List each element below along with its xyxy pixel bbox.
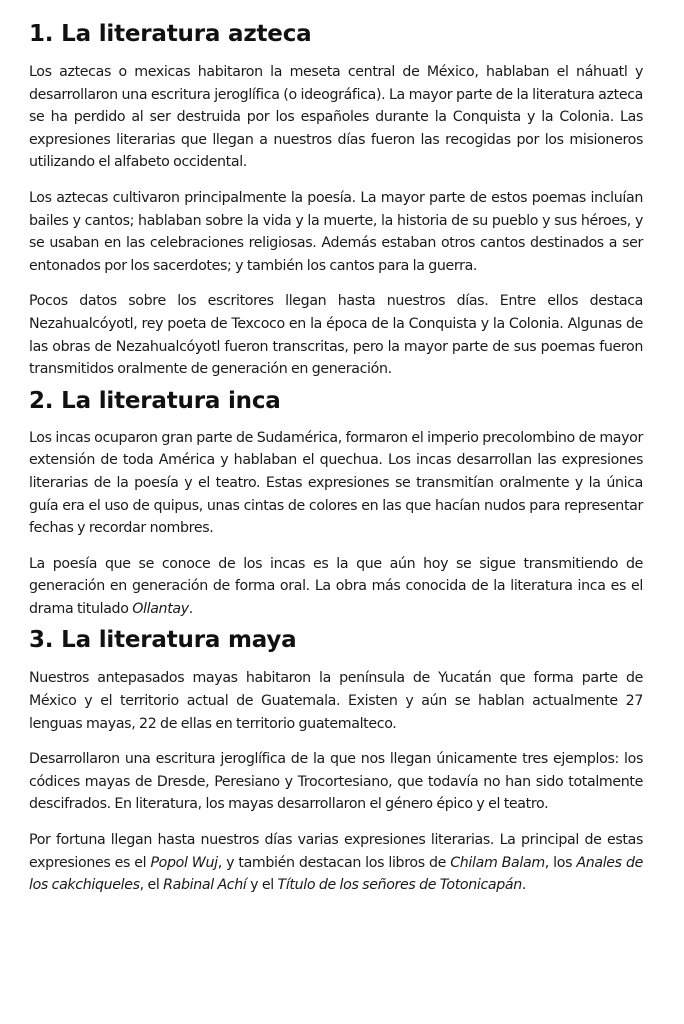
paragraph: Nuestros antepasados mayas habitaron la península de Yucatán que forma parte de México y el territorio actual de Guatemala. Existen y aún se hablan actualmente 27 lenguas mayas, 22 de ellas en territorio guatemalteco. [29, 670, 643, 732]
work-title-titulo-totonicapan: Título de los señores de Totonicapán [277, 877, 522, 894]
paragraph-text: , el [139, 877, 164, 894]
paragraph [29, 553, 643, 621]
section-heading: 1. La literatura azteca [29, 21, 312, 47]
section-maya-literature [29, 624, 643, 896]
work-title-popol-wuj: Popol Wuj [150, 854, 218, 871]
paragraph-text: y el [246, 877, 278, 894]
paragraph-text: . [188, 600, 193, 617]
section-inca-literature [29, 385, 643, 621]
paragraph-text: . [521, 877, 527, 894]
paragraph-text: La poesía que se conoce de los incas es la que aún hoy se sigue transmitiendo de generación en generación de forma oral. La obra más conocida de la literatura inca es el drama titulado [29, 555, 643, 617]
paragraph: Los aztecas o mexicas habitaron la meseta central de México, hablaban el náhuatl y desarrollaron una escritura jeroglífica (o ideográfica). La mayor parte de la literatura azteca se ha perdido al ser destruida por los españoles durante la Conquista y la Colonia. Las expresiones literarias que llegan a nuestros días fueron las recogidas por los misioneros utilizando el alfabeto occidental. [29, 64, 643, 171]
paragraph: Pocos datos sobre los escritores llegan hasta nuestros días. Entre ellos destaca Nezahualcóyotl, rey poeta de Texcoco en la época de la Conquista y la Colonia. Algunas de las obras de Nezahualcóyotl fueron transcritas, pero la mayor parte de sus poemas fueron transmitidos oralmente de generación en generación. [29, 293, 643, 378]
section-heading: 3. La literatura maya [29, 627, 297, 654]
work-title-anales: Anales de los cakchiqueles [29, 854, 643, 894]
paragraph: Los aztecas cultivaron principalmente la poesía. La mayor parte de estos poemas incluían bailes y cantos; hablaban sobre la vida y la muerte, la historia de su pueblo y sus héroes, y se usaban en las celebraciones religiosas. Además estaban otros cantos destinados a ser entonados por los sacerdotes; y también los cantos para la guerra. [29, 189, 643, 274]
work-title-chilam-balam: Chilam Balam [450, 854, 545, 871]
paragraph-text: , y también destacan los libros de [217, 854, 451, 871]
paragraph-text: Por fortuna llegan hasta nuestros días varias expresiones literarias. La principal de estas expresiones es el [29, 832, 643, 871]
paragraph: Desarrollaron una escritura jeroglífica de la que nos llegan únicamente tres ejemplos: los códices mayas de Dresde, Peresiano y Trocortesiano, que todavía no han sido totalmente descifrados. En literatura, los mayas desarrollaron el género épico y el teatro. [29, 751, 643, 813]
document-page [29, 18, 643, 897]
paragraph [29, 829, 643, 897]
work-title-rabinal-achi: Rabinal Achí [163, 877, 247, 894]
paragraph-text: , los [544, 854, 577, 871]
work-title-ollantay: Ollantay [132, 600, 189, 617]
section-aztec-literature [29, 18, 643, 381]
section-heading: 2. La literatura inca [29, 387, 281, 414]
paragraph: Los incas ocuparon gran parte de Sudamérica, formaron el imperio precolombino de mayor extensión de toda América y hablaban el quechua. Los incas desarrollan las expresiones literarias de la poesía y el teatro. Estas expresiones se transmitían oralmente y la única guía era el uso de quipus, unas cintas de colores en las que hacían nudos para representar fechas y recordar nombres. [29, 429, 643, 537]
